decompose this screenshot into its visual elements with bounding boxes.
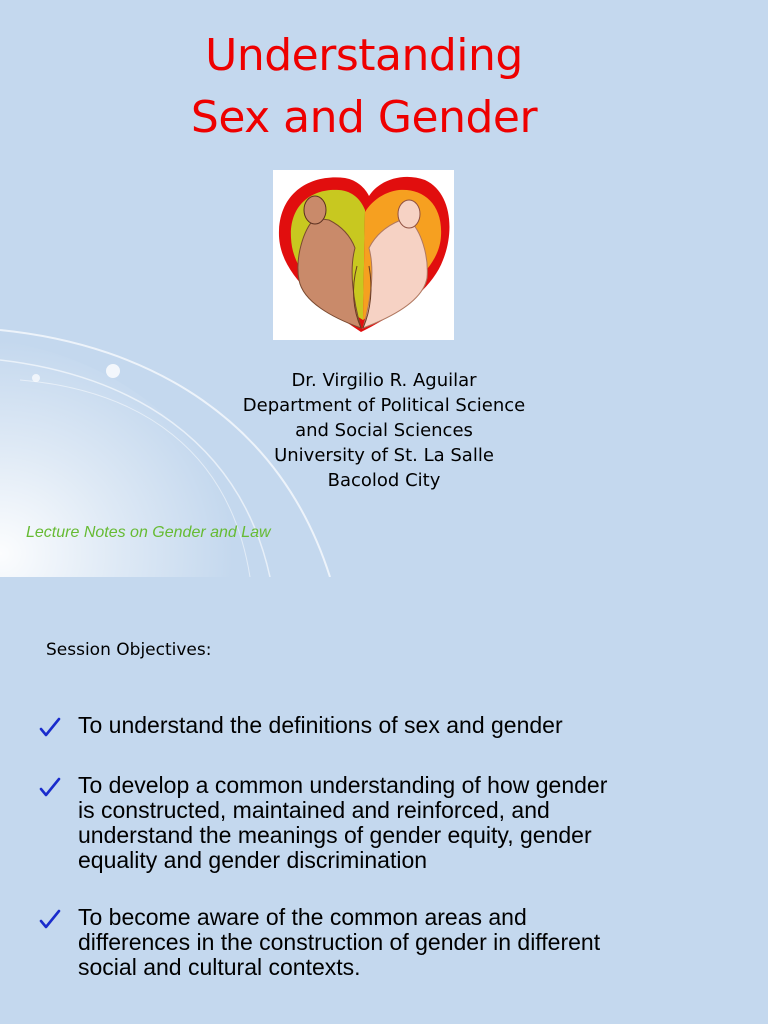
author-department: Department of Political Science [242, 395, 526, 416]
objective-line: To become aware of the common areas and [78, 904, 527, 930]
objective-text-1 [78, 713, 728, 738]
objective-line: understand the meanings of gender equity, gender [78, 822, 592, 848]
author-university: University of St. La Salle [274, 445, 494, 466]
objective-line: equality and gender discrimination [78, 847, 428, 873]
title-line-1: Understanding [205, 30, 523, 81]
objective-line: is constructed, maintained and reinforced, and [78, 797, 550, 823]
objective-line: To develop a common understanding of how gender [78, 772, 608, 798]
lecture-note-footer: Lecture Notes on Gender and Law [26, 524, 271, 541]
heart-couple-logo-icon [273, 170, 454, 340]
author-city: Bacolod City [327, 470, 441, 491]
author-department-cont: and Social Sciences [295, 420, 473, 441]
author-name: Dr. Virgilio R. Aguilar [291, 370, 477, 391]
author-info [184, 368, 584, 493]
objectives-slide [0, 577, 768, 1024]
objective-text-3 [78, 905, 728, 980]
title-line-2: Sex and Gender [190, 92, 538, 143]
objective-line: differences in the construction of gender in different [78, 929, 601, 955]
section-heading: Session Objectives: [46, 640, 212, 660]
objective-text-2 [78, 773, 728, 873]
checkmark-icon [38, 717, 62, 739]
objective-line: To understand the definitions of sex and gender [78, 712, 563, 738]
checkmark-icon [38, 909, 62, 931]
checkmark-icon [38, 777, 62, 799]
objective-line: social and cultural contexts. [78, 954, 361, 980]
